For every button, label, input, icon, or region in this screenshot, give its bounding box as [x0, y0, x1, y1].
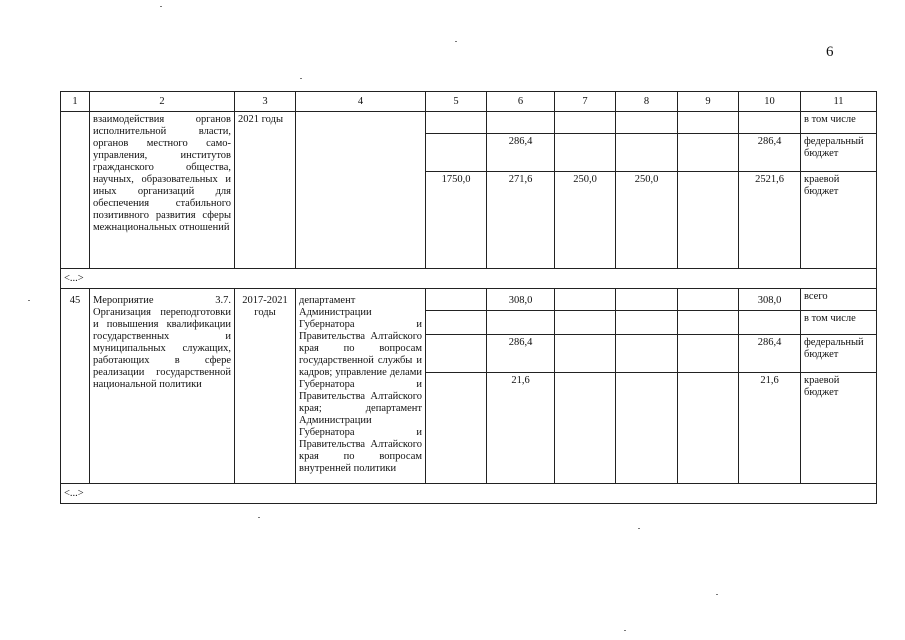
value-cell	[678, 289, 739, 311]
scan-speck	[624, 630, 626, 631]
value-cell	[616, 311, 678, 335]
value-cell	[739, 112, 801, 134]
activity-period: 2017-2021 годы	[235, 289, 296, 484]
funding-source: федеральный бюджет	[801, 134, 877, 172]
value-cell	[678, 311, 739, 335]
value-cell	[555, 311, 616, 335]
row-number-cell	[61, 112, 90, 269]
column-header: 9	[678, 92, 739, 112]
value-cell	[616, 335, 678, 373]
value-cell	[487, 112, 555, 134]
activity-executors: департамент Администрации Губернатора и Правительства Алтайского края по вопросам государственной службы и кадров; управление делами Губернатора и Правительства Алтайского края; департамент Администрации Губернатора и Правительства Алтайского края по вопросам внутренней политики	[296, 289, 426, 484]
value-cell: 21,6	[739, 373, 801, 484]
scan-speck	[638, 528, 640, 529]
value-cell	[555, 112, 616, 134]
program-table	[60, 91, 877, 504]
value-cell	[678, 112, 739, 134]
column-number-row	[61, 92, 877, 112]
value-cell: 21,6	[487, 373, 555, 484]
value-cell: 271,6	[487, 172, 555, 269]
value-cell	[616, 289, 678, 311]
column-header: 2	[90, 92, 235, 112]
value-cell: 286,4	[739, 134, 801, 172]
column-header: 6	[487, 92, 555, 112]
value-cell	[426, 112, 487, 134]
value-cell	[555, 134, 616, 172]
column-header: 7	[555, 92, 616, 112]
value-cell	[678, 335, 739, 373]
value-cell	[616, 373, 678, 484]
funding-source: в том числе	[801, 112, 877, 134]
scan-speck	[455, 41, 457, 42]
value-cell	[739, 311, 801, 335]
value-cell: 250,0	[555, 172, 616, 269]
funding-source: всего	[801, 289, 877, 311]
activity-executors	[296, 112, 426, 269]
value-cell	[426, 335, 487, 373]
column-header: 10	[739, 92, 801, 112]
value-cell	[426, 311, 487, 335]
value-cell	[678, 134, 739, 172]
value-cell	[555, 335, 616, 373]
column-header: 3	[235, 92, 296, 112]
scan-speck	[28, 300, 30, 301]
scan-speck	[300, 78, 302, 79]
funding-source: краевой бюджет	[801, 373, 877, 484]
column-header: 11	[801, 92, 877, 112]
funding-source: федеральный бюджет	[801, 335, 877, 373]
value-cell	[678, 172, 739, 269]
value-cell: 286,4	[487, 134, 555, 172]
omission-row	[61, 269, 877, 289]
value-cell: 308,0	[739, 289, 801, 311]
table-row	[61, 112, 877, 134]
value-cell	[616, 134, 678, 172]
scan-speck	[258, 517, 260, 518]
value-cell: 286,4	[739, 335, 801, 373]
value-cell	[487, 311, 555, 335]
omission-row	[61, 484, 877, 504]
value-cell: 2521,6	[739, 172, 801, 269]
value-cell: 308,0	[487, 289, 555, 311]
value-cell	[678, 373, 739, 484]
value-cell: 250,0	[616, 172, 678, 269]
funding-source: в том числе	[801, 311, 877, 335]
value-cell	[555, 289, 616, 311]
page-number: 6	[826, 44, 834, 60]
value-cell	[426, 289, 487, 311]
value-cell: 1750,0	[426, 172, 487, 269]
value-cell	[555, 373, 616, 484]
activity-description: Мероприятие 3.7. Организация переподготовки и повышения квалификации государственных и муниципальных служащих, работающих в сфере реализации государственной национальной политики	[90, 289, 235, 484]
column-header: 4	[296, 92, 426, 112]
activity-description: взаимодействия органов исполнительной власти, органов местного само-управления, институтов гражданского общества, научных, образовательных и иных организаций для обеспечения стабильного позитивного развития сферы межнациональных отношений	[90, 112, 235, 269]
column-header: 5	[426, 92, 487, 112]
row-number-cell: 45	[61, 289, 90, 484]
column-header: 1	[61, 92, 90, 112]
column-header: 8	[616, 92, 678, 112]
table-row	[61, 289, 877, 311]
value-cell	[426, 373, 487, 484]
scan-speck	[716, 594, 718, 595]
omission-marker: <...>	[61, 484, 877, 504]
value-cell: 286,4	[487, 335, 555, 373]
scan-speck	[160, 6, 162, 7]
value-cell	[426, 134, 487, 172]
funding-source: краевой бюджет	[801, 172, 877, 269]
activity-period: 2021 годы	[235, 112, 296, 269]
omission-marker: <...>	[61, 269, 877, 289]
value-cell	[616, 112, 678, 134]
